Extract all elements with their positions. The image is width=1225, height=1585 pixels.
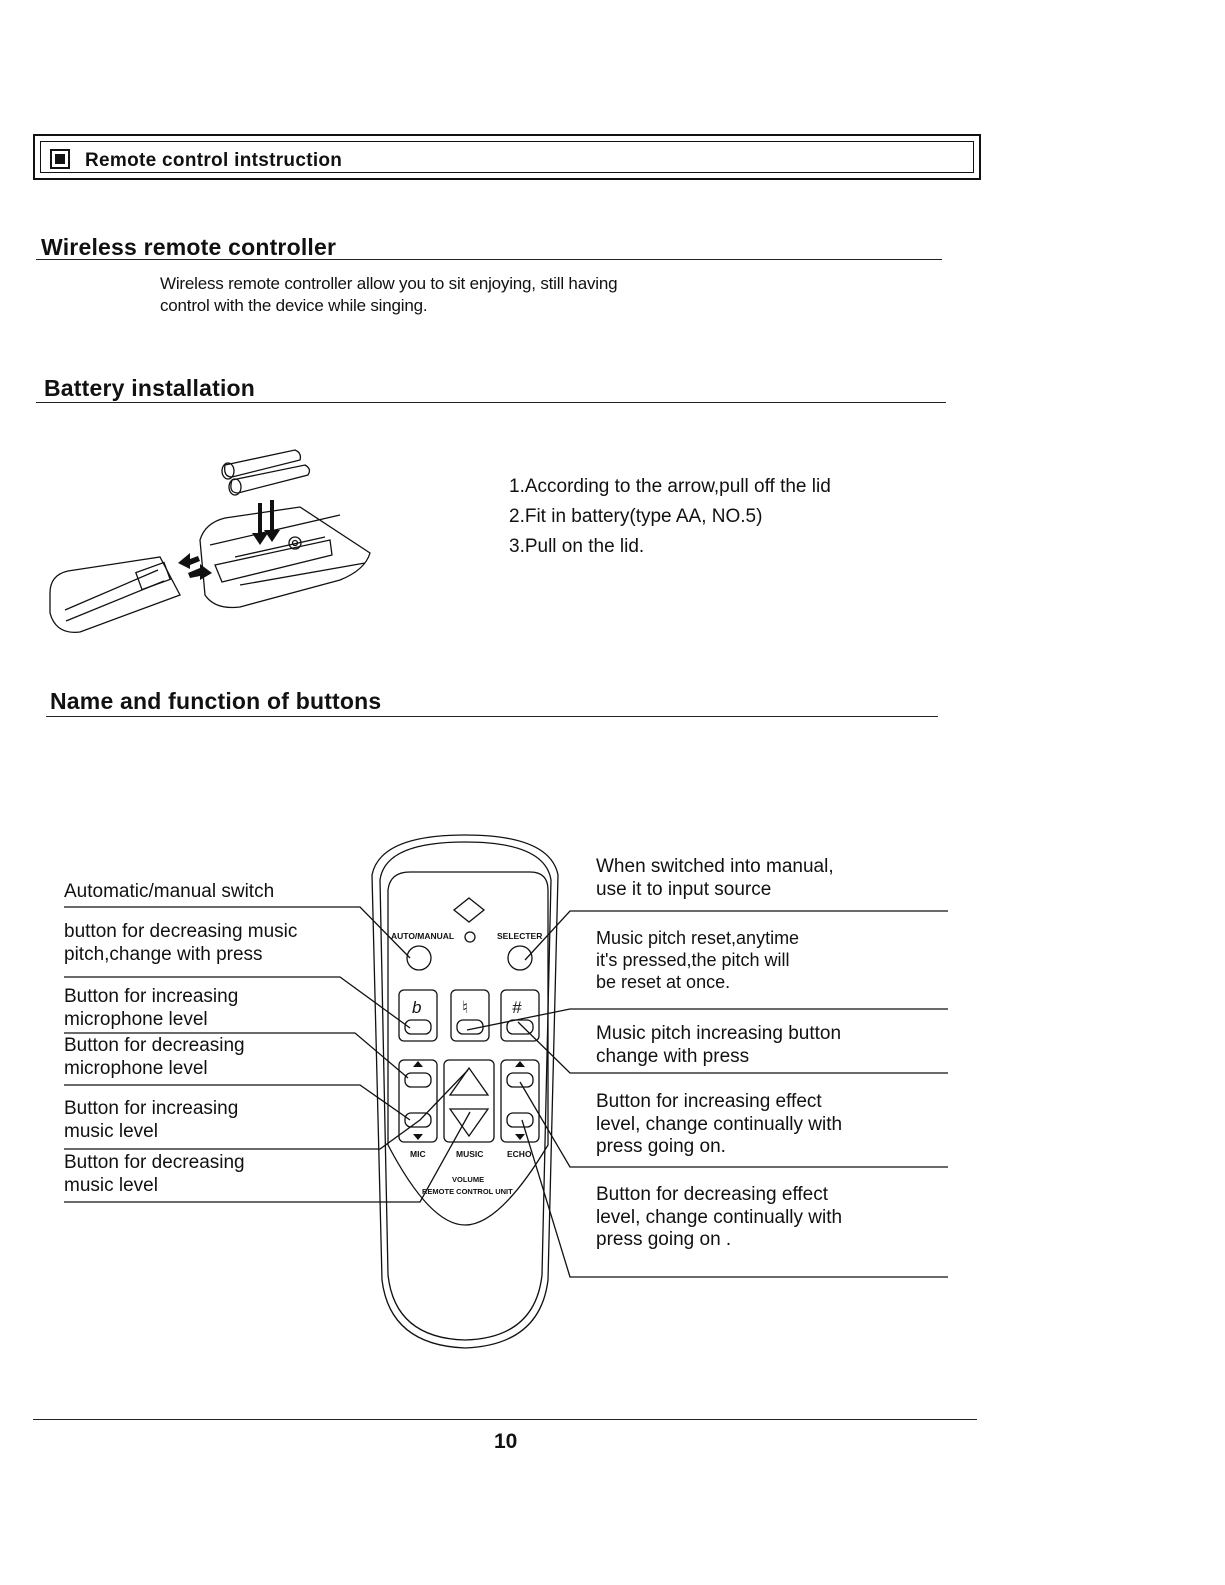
music-volume-buttons — [444, 1060, 494, 1142]
label-line: microphone level — [64, 1057, 208, 1079]
label-line: it's pressed,the pitch will — [596, 950, 790, 970]
mic-volume-buttons — [399, 1060, 437, 1142]
sharp-symbol: # — [512, 998, 522, 1017]
label-line: microphone level — [64, 1008, 208, 1030]
auto-manual-button — [407, 946, 431, 970]
battery-title: Battery installation — [44, 375, 256, 401]
label-line: pitch,change with press — [64, 943, 263, 965]
label-line: Button for increasing effect — [596, 1091, 822, 1112]
mute-icon — [465, 932, 475, 942]
remote-outline — [372, 835, 558, 1348]
label-line: be reset at once. — [596, 972, 731, 992]
battery-installation-illustration — [40, 445, 380, 640]
label-line: Button for decreasing effect — [596, 1184, 829, 1205]
label-line: When switched into manual, — [596, 856, 834, 877]
label-line: Automatic/manual switch — [64, 881, 275, 902]
wireless-desc-1: Wireless remote controller allow you to sit enjoying, still having — [160, 274, 618, 293]
natural-symbol: ♮ — [462, 998, 469, 1017]
selecter-button — [508, 946, 532, 970]
label-line: use it to input source — [596, 878, 772, 900]
pitch-natural-button — [451, 990, 489, 1041]
wireless-rule — [36, 259, 942, 260]
footer-rule — [33, 1419, 977, 1420]
echo-text: ECHO — [507, 1149, 532, 1159]
wireless-desc-2: control with the device while singing. — [160, 296, 428, 315]
label-line: change with press — [596, 1045, 750, 1067]
label-line: music level — [64, 1174, 158, 1196]
remote-control-diagram — [0, 820, 1225, 1360]
label-line: Music pitch increasing button — [596, 1023, 842, 1044]
battery-rule — [36, 402, 946, 403]
label-line: Music pitch reset,anytime — [596, 928, 800, 948]
remote-face-panel — [388, 872, 548, 1225]
label-line: Button for increasing — [64, 1098, 239, 1119]
label-line: button for decreasing music — [64, 921, 298, 942]
buttons-title: Name and function of buttons — [50, 688, 382, 714]
label-line: Button for increasing — [64, 986, 239, 1007]
buttons-rule — [46, 716, 938, 717]
selecter-text: SELECTER — [497, 931, 543, 941]
section-header-title: Remote control intstruction — [85, 150, 343, 171]
section-header-box — [33, 134, 981, 180]
label-line: level, change continually with — [596, 1113, 843, 1135]
label-line: level, change continually with — [596, 1206, 843, 1228]
volume-text: VOLUME — [452, 1175, 485, 1184]
mic-text: MIC — [410, 1149, 426, 1159]
battery-step-2: 2.Fit in battery(type AA, NO.5) — [509, 506, 763, 527]
label-line: press going on . — [596, 1229, 732, 1250]
remote-unit-text: REMOTE CONTROL UNIT — [422, 1187, 513, 1196]
auto-manual-text: AUTO/MANUAL — [391, 931, 455, 941]
label-line: press going on. — [596, 1136, 726, 1157]
diamond-icon — [454, 898, 484, 922]
battery-step-1: 1.According to the arrow,pull off the lid — [509, 476, 831, 497]
echo-volume-buttons — [501, 1060, 539, 1142]
label-line: Button for decreasing — [64, 1035, 245, 1056]
battery-step-3: 3.Pull on the lid. — [509, 536, 645, 557]
label-line: music level — [64, 1120, 158, 1142]
music-text: MUSIC — [456, 1149, 484, 1159]
flat-symbol: b — [412, 998, 422, 1017]
label-line: Button for decreasing — [64, 1152, 245, 1173]
page-number: 10 — [494, 1430, 518, 1453]
section-header-inner — [40, 141, 974, 173]
square-bullet-icon — [50, 149, 70, 169]
wireless-title: Wireless remote controller — [41, 234, 337, 260]
